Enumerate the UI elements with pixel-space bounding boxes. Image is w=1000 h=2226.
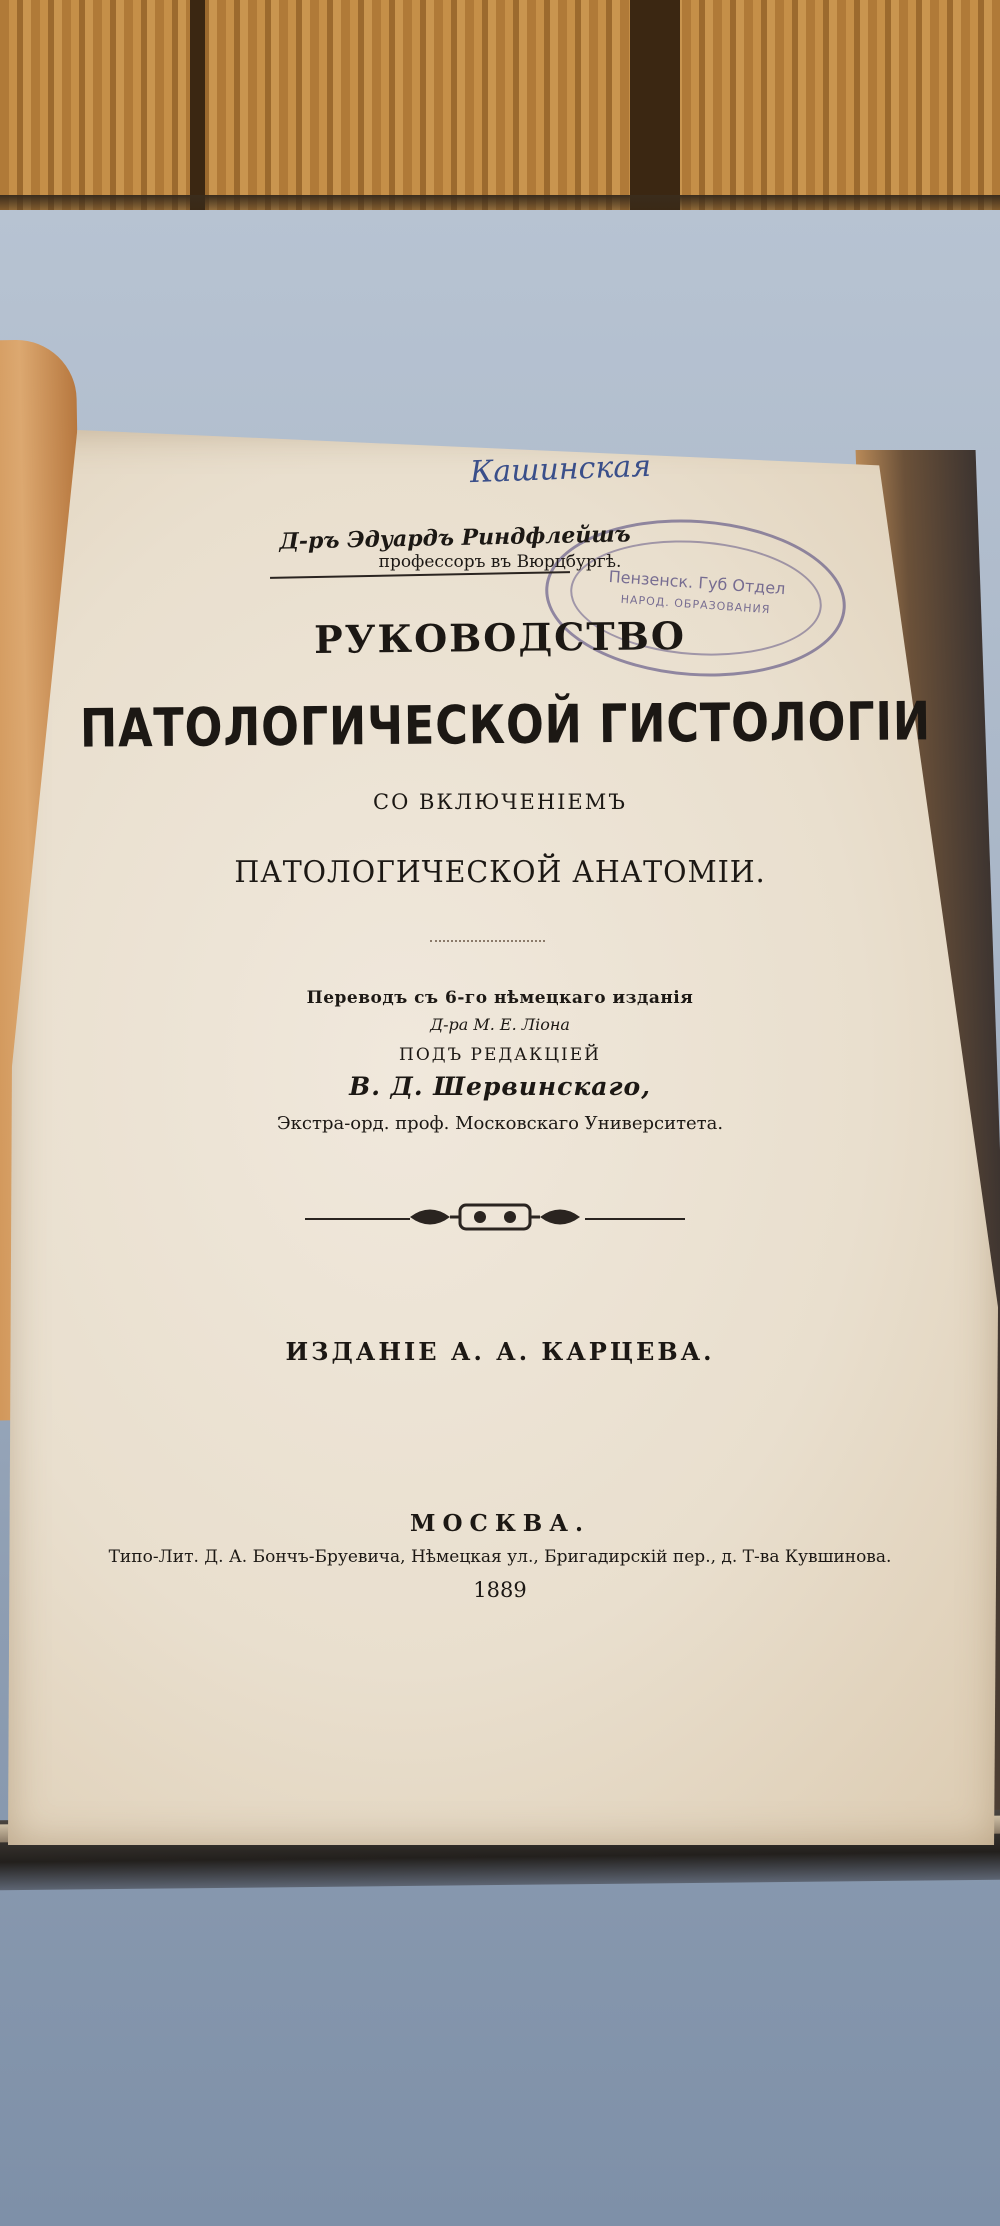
subtitle-line-2: ПАТОЛОГИЧЕСКОЙ АНАТОМIИ. <box>234 855 766 890</box>
editor-label: ПОДЪ РЕДАКЦIЕЙ <box>399 1045 601 1065</box>
city: МОСКВА. <box>410 1510 590 1537</box>
editor-name: В. Д. Шервинскаго, <box>349 1072 651 1101</box>
translator-name: Д-ра М. Е. Лiона <box>430 1015 570 1034</box>
wooden-wall <box>0 0 1000 215</box>
year: 1889 <box>473 1578 527 1602</box>
ornament-rule-left <box>305 1218 410 1220</box>
translation-note: Переводъ съ 6-го нѣмецкаго изданiя <box>306 988 694 1008</box>
handwritten-signature: Кашинская <box>469 448 652 491</box>
title-line-2: ПАТОЛОГИЧЕСКОЙ ГИСТОЛОГIИ <box>79 691 932 760</box>
author-position: профессоръ въ Вюрцбургѣ. <box>378 552 622 572</box>
ornament-rule-right <box>585 1218 685 1220</box>
stamp-text-2: НАРОД. ОБРАЗОВАНИЯ <box>620 592 771 617</box>
title-line-1: РУКОВОДСТВО <box>313 613 687 662</box>
dotted-divider <box>430 940 545 942</box>
ornament-icon <box>405 1197 585 1237</box>
stamp-text-1: Пензенск. Губ Отдел <box>608 566 787 599</box>
subtitle-line-1: СО ВКЛЮЧЕНIЕМЪ <box>373 790 627 814</box>
author-name: Д-ръ Эдуардъ Риндфлейшъ <box>279 521 631 555</box>
editor-position: Экстра-орд. проф. Московскаго Университета. <box>276 1113 724 1134</box>
printer: Типо-Лит. Д. А. Бончъ-Бруевича, Нѣмецкая ул., Бригадирскiй пер., д. Т-ва Кувшинова. <box>108 1547 892 1567</box>
publisher: ИЗДАНIЕ А. А. КАРЦЕВА. <box>285 1337 715 1366</box>
